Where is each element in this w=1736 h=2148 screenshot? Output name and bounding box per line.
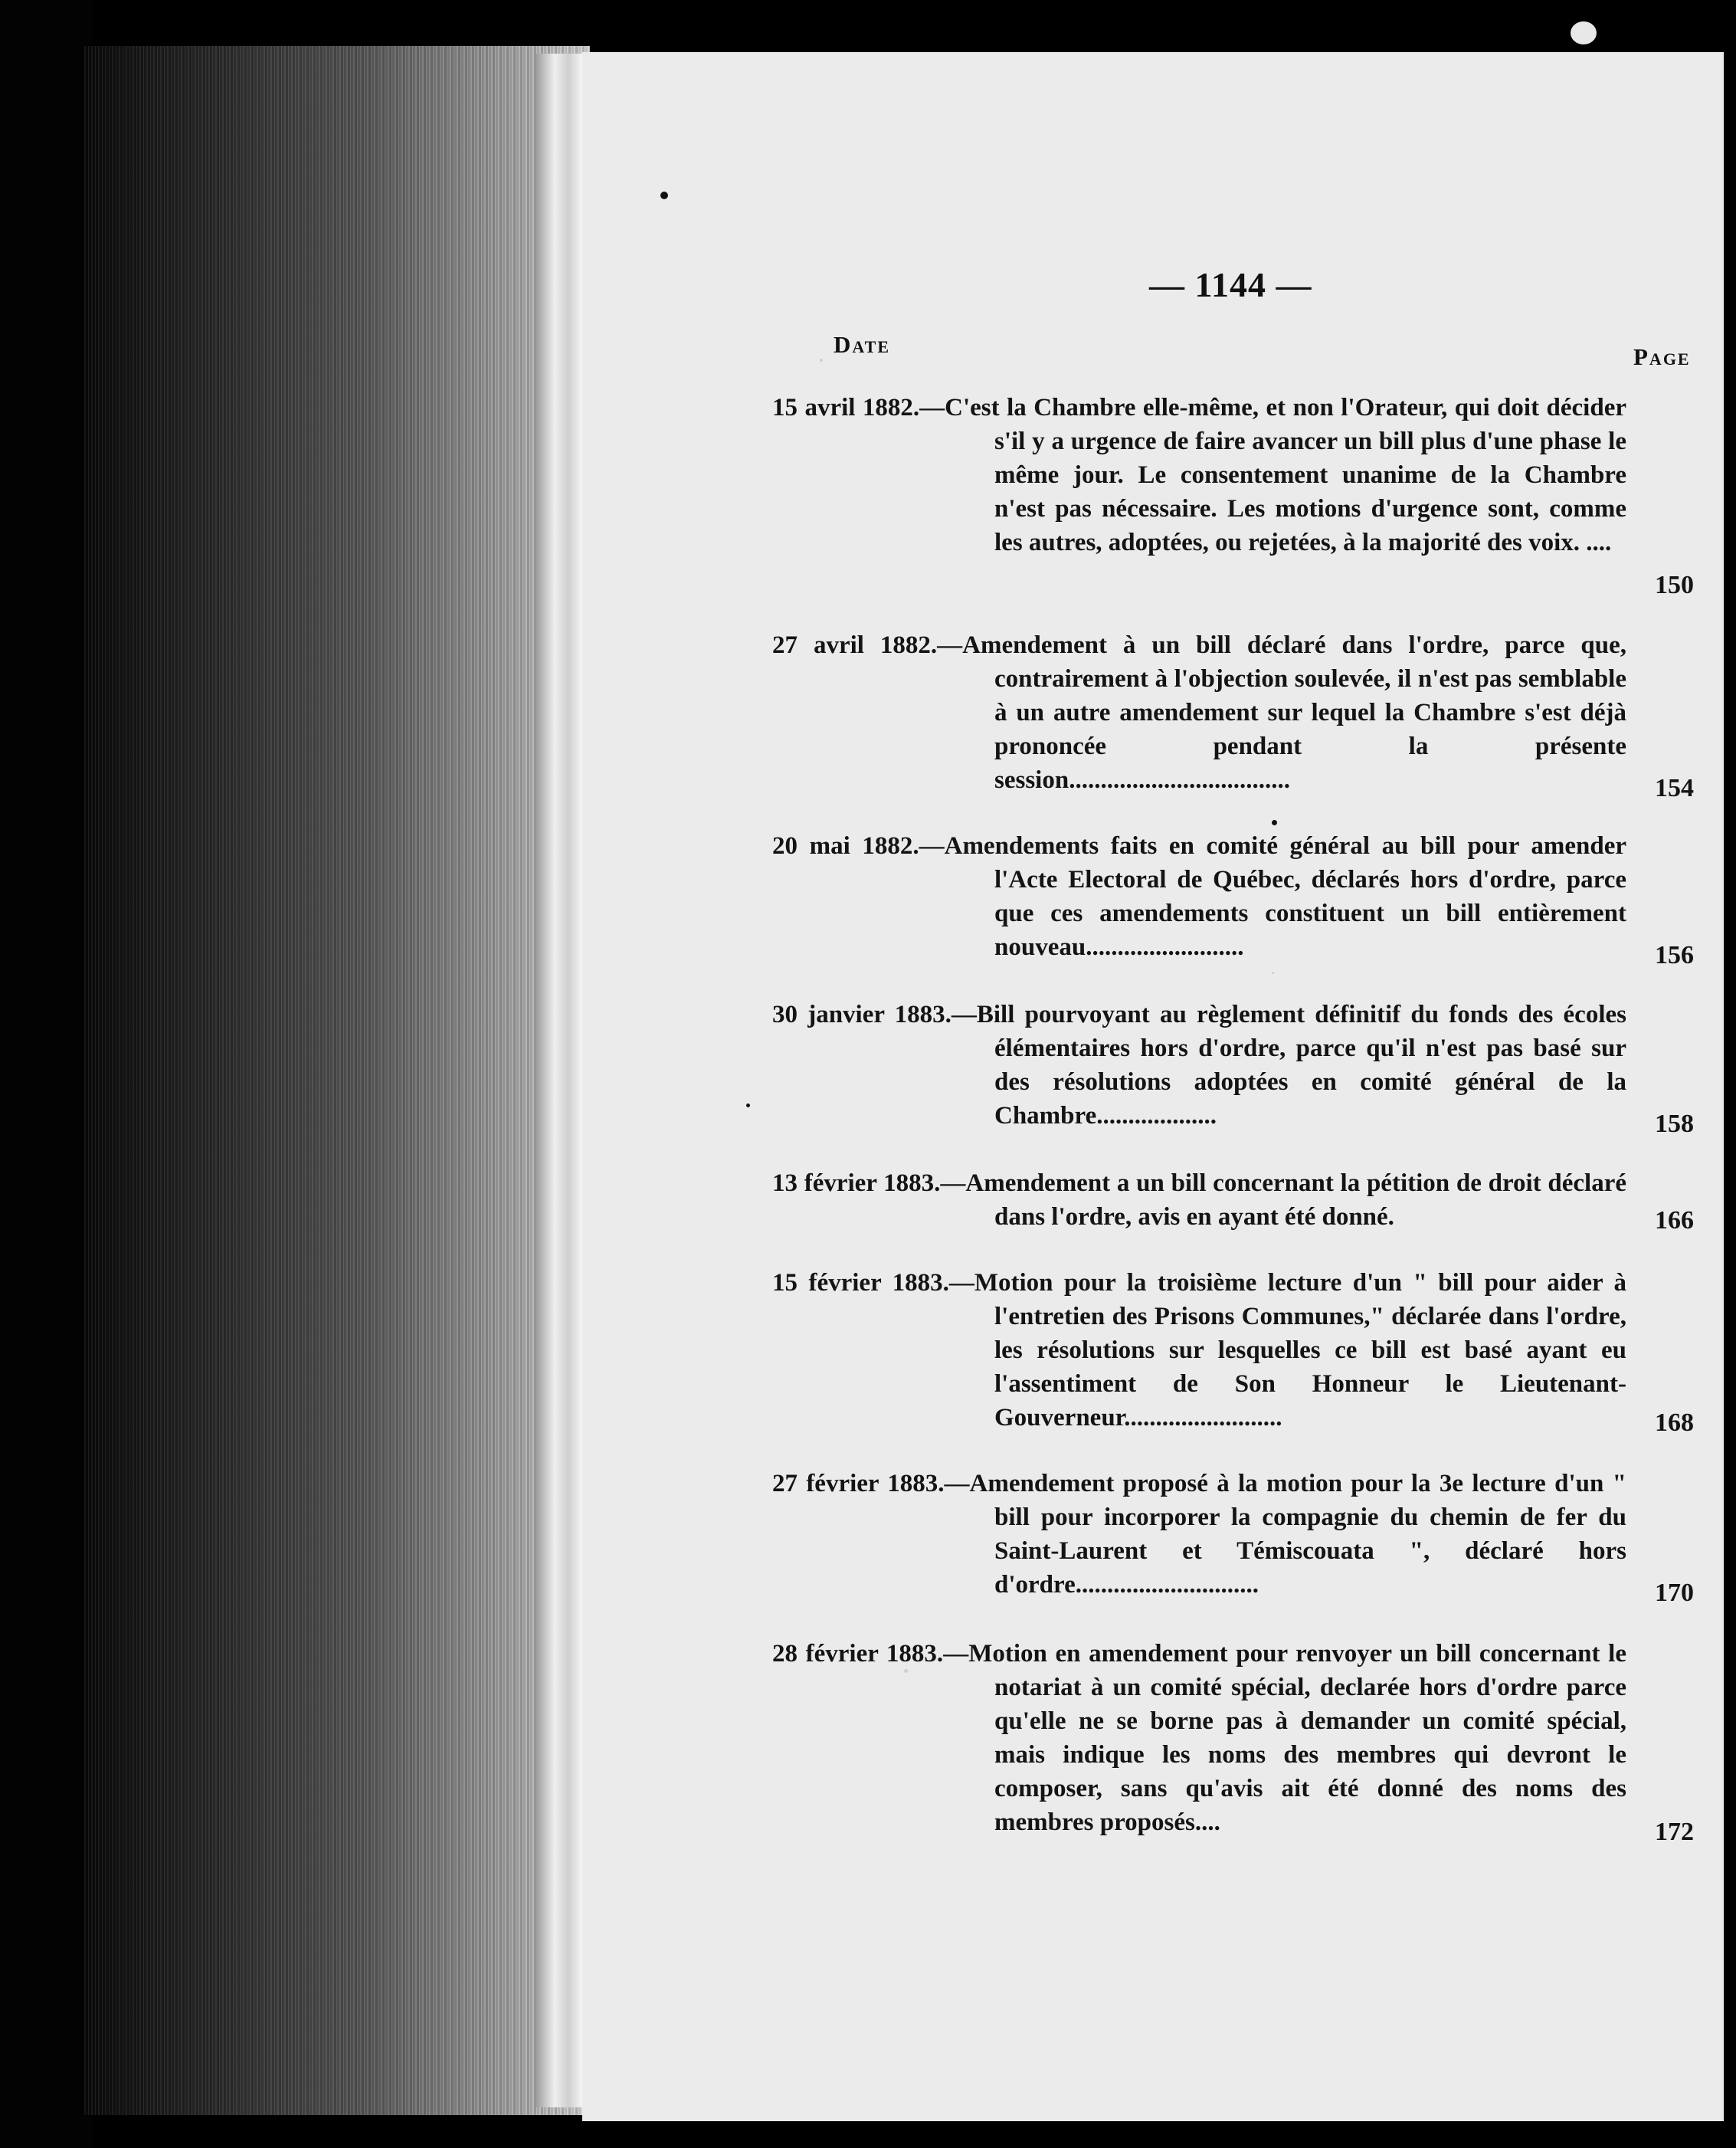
ink-dot [1272, 820, 1277, 825]
entry-paragraph [772, 1467, 1626, 1602]
page-number: — 1144 — [1149, 265, 1312, 304]
ink-dot [1571, 21, 1597, 44]
entry-date: 15 avril 1882. [772, 394, 920, 421]
ink-dot [660, 192, 668, 199]
entry-date: 27 avril 1882. [772, 631, 938, 659]
entry-page-ref: 158 [1655, 1110, 1694, 1138]
entry-paragraph [772, 1266, 1626, 1435]
entry-page-ref: 170 [1655, 1579, 1694, 1607]
entry [772, 628, 1626, 797]
entry-text: —Motion en amendement pour renvoyer un bill concernant le notariat à un comité spécial, declarée hors d'ordre parce qu'elle ne se borne pas à demander un comité spécial, mais indique les noms des membres qui devront le composer, sans qu'avis ait été donné des noms des membres proposés.... [943, 1640, 1626, 1836]
entry-paragraph [772, 391, 1626, 559]
entry-paragraph [772, 998, 1626, 1133]
date-column-header: Date [834, 331, 890, 358]
entry-paragraph [772, 829, 1626, 964]
entry-text: —Bill pourvoyant au règlement définitif du fonds des écoles élémentaires hors d'ordre, parce qu'il n'est pas basé sur des résolutions adoptées en comité général de la Chambre................... [951, 1001, 1626, 1130]
entry [772, 998, 1626, 1133]
entry-page-ref: 156 [1655, 941, 1694, 969]
entry-text: —C'est la Chambre elle-même, et non l'Orateur, qui doit décider s'il y a urgence de faire avancer un bill plus d'une phase le même jour. Le consentement unanime de la Chambre n'est pas nécessaire. Les motions d'urgence sont, comme les autres, adoptées, ou rejetées, à la majorité des voix. .... [919, 394, 1626, 556]
page-column-header: Page [1633, 343, 1691, 370]
entry [772, 391, 1626, 559]
entry [772, 1166, 1626, 1234]
ink-dot [746, 1104, 750, 1107]
entry-page-ref: 166 [1655, 1206, 1694, 1235]
entry-date: 30 janvier 1883. [772, 1001, 952, 1028]
entry [772, 1266, 1626, 1435]
entry-date: 13 février 1883. [772, 1169, 941, 1197]
entry-paragraph [772, 1637, 1626, 1839]
entry-date: 27 février 1883. [772, 1470, 945, 1497]
entry-page-ref: 172 [1655, 1818, 1694, 1846]
entry-text: —Motion pour la troisième lecture d'un " bill pour aider à l'entretien des Prisons Communes," déclarée dans l'ordre, les résolutions sur lesquelles ce bill est basé ayant eu l'assentiment de Son Honneur le Lieutenant-Gouverneur......................... [948, 1269, 1626, 1431]
entry-date: 20 mai 1882. [772, 832, 919, 860]
entry-date: 28 février 1883. [772, 1640, 944, 1668]
entry-text: —Amendement à un bill déclaré dans l'ordre, parce que, contrairement à l'objection soulevée, il n'est pas semblable à un autre amendement sur lequel la Chambre s'est déjà prononcée pendant la présente session................................... [937, 631, 1627, 794]
entry-text: —Amendements faits en comité général au bill pour amender l'Acte Electoral de Québec, déclarés hors d'ordre, parce que ces amendements constituent un bill entièrement nouveau......................... [919, 832, 1626, 961]
entry-text: —Amendement a un bill concernant la pétition de droit déclaré dans l'ordre, avis en ayant été donné. [940, 1169, 1626, 1231]
entry-page-ref: 168 [1655, 1408, 1694, 1437]
entry-paragraph [772, 628, 1626, 797]
book-fore-edge [84, 46, 590, 2115]
page-gutter [536, 54, 582, 2107]
entry [772, 1467, 1626, 1602]
entry [772, 1637, 1626, 1839]
entry-text: —Amendement proposé à la motion pour la 3e lecture d'un " bill pour incorporer la compagnie du chemin de fer du Saint-Laurent et Témiscouata ", déclaré hors d'ordre............................. [944, 1470, 1626, 1599]
entry-page-ref: 154 [1655, 774, 1694, 802]
entry [772, 829, 1626, 964]
entry-paragraph [772, 1166, 1626, 1234]
entry-date: 15 février 1883. [772, 1269, 949, 1297]
scan-margin [0, 0, 92, 2148]
entry-page-ref: 150 [1655, 571, 1694, 599]
